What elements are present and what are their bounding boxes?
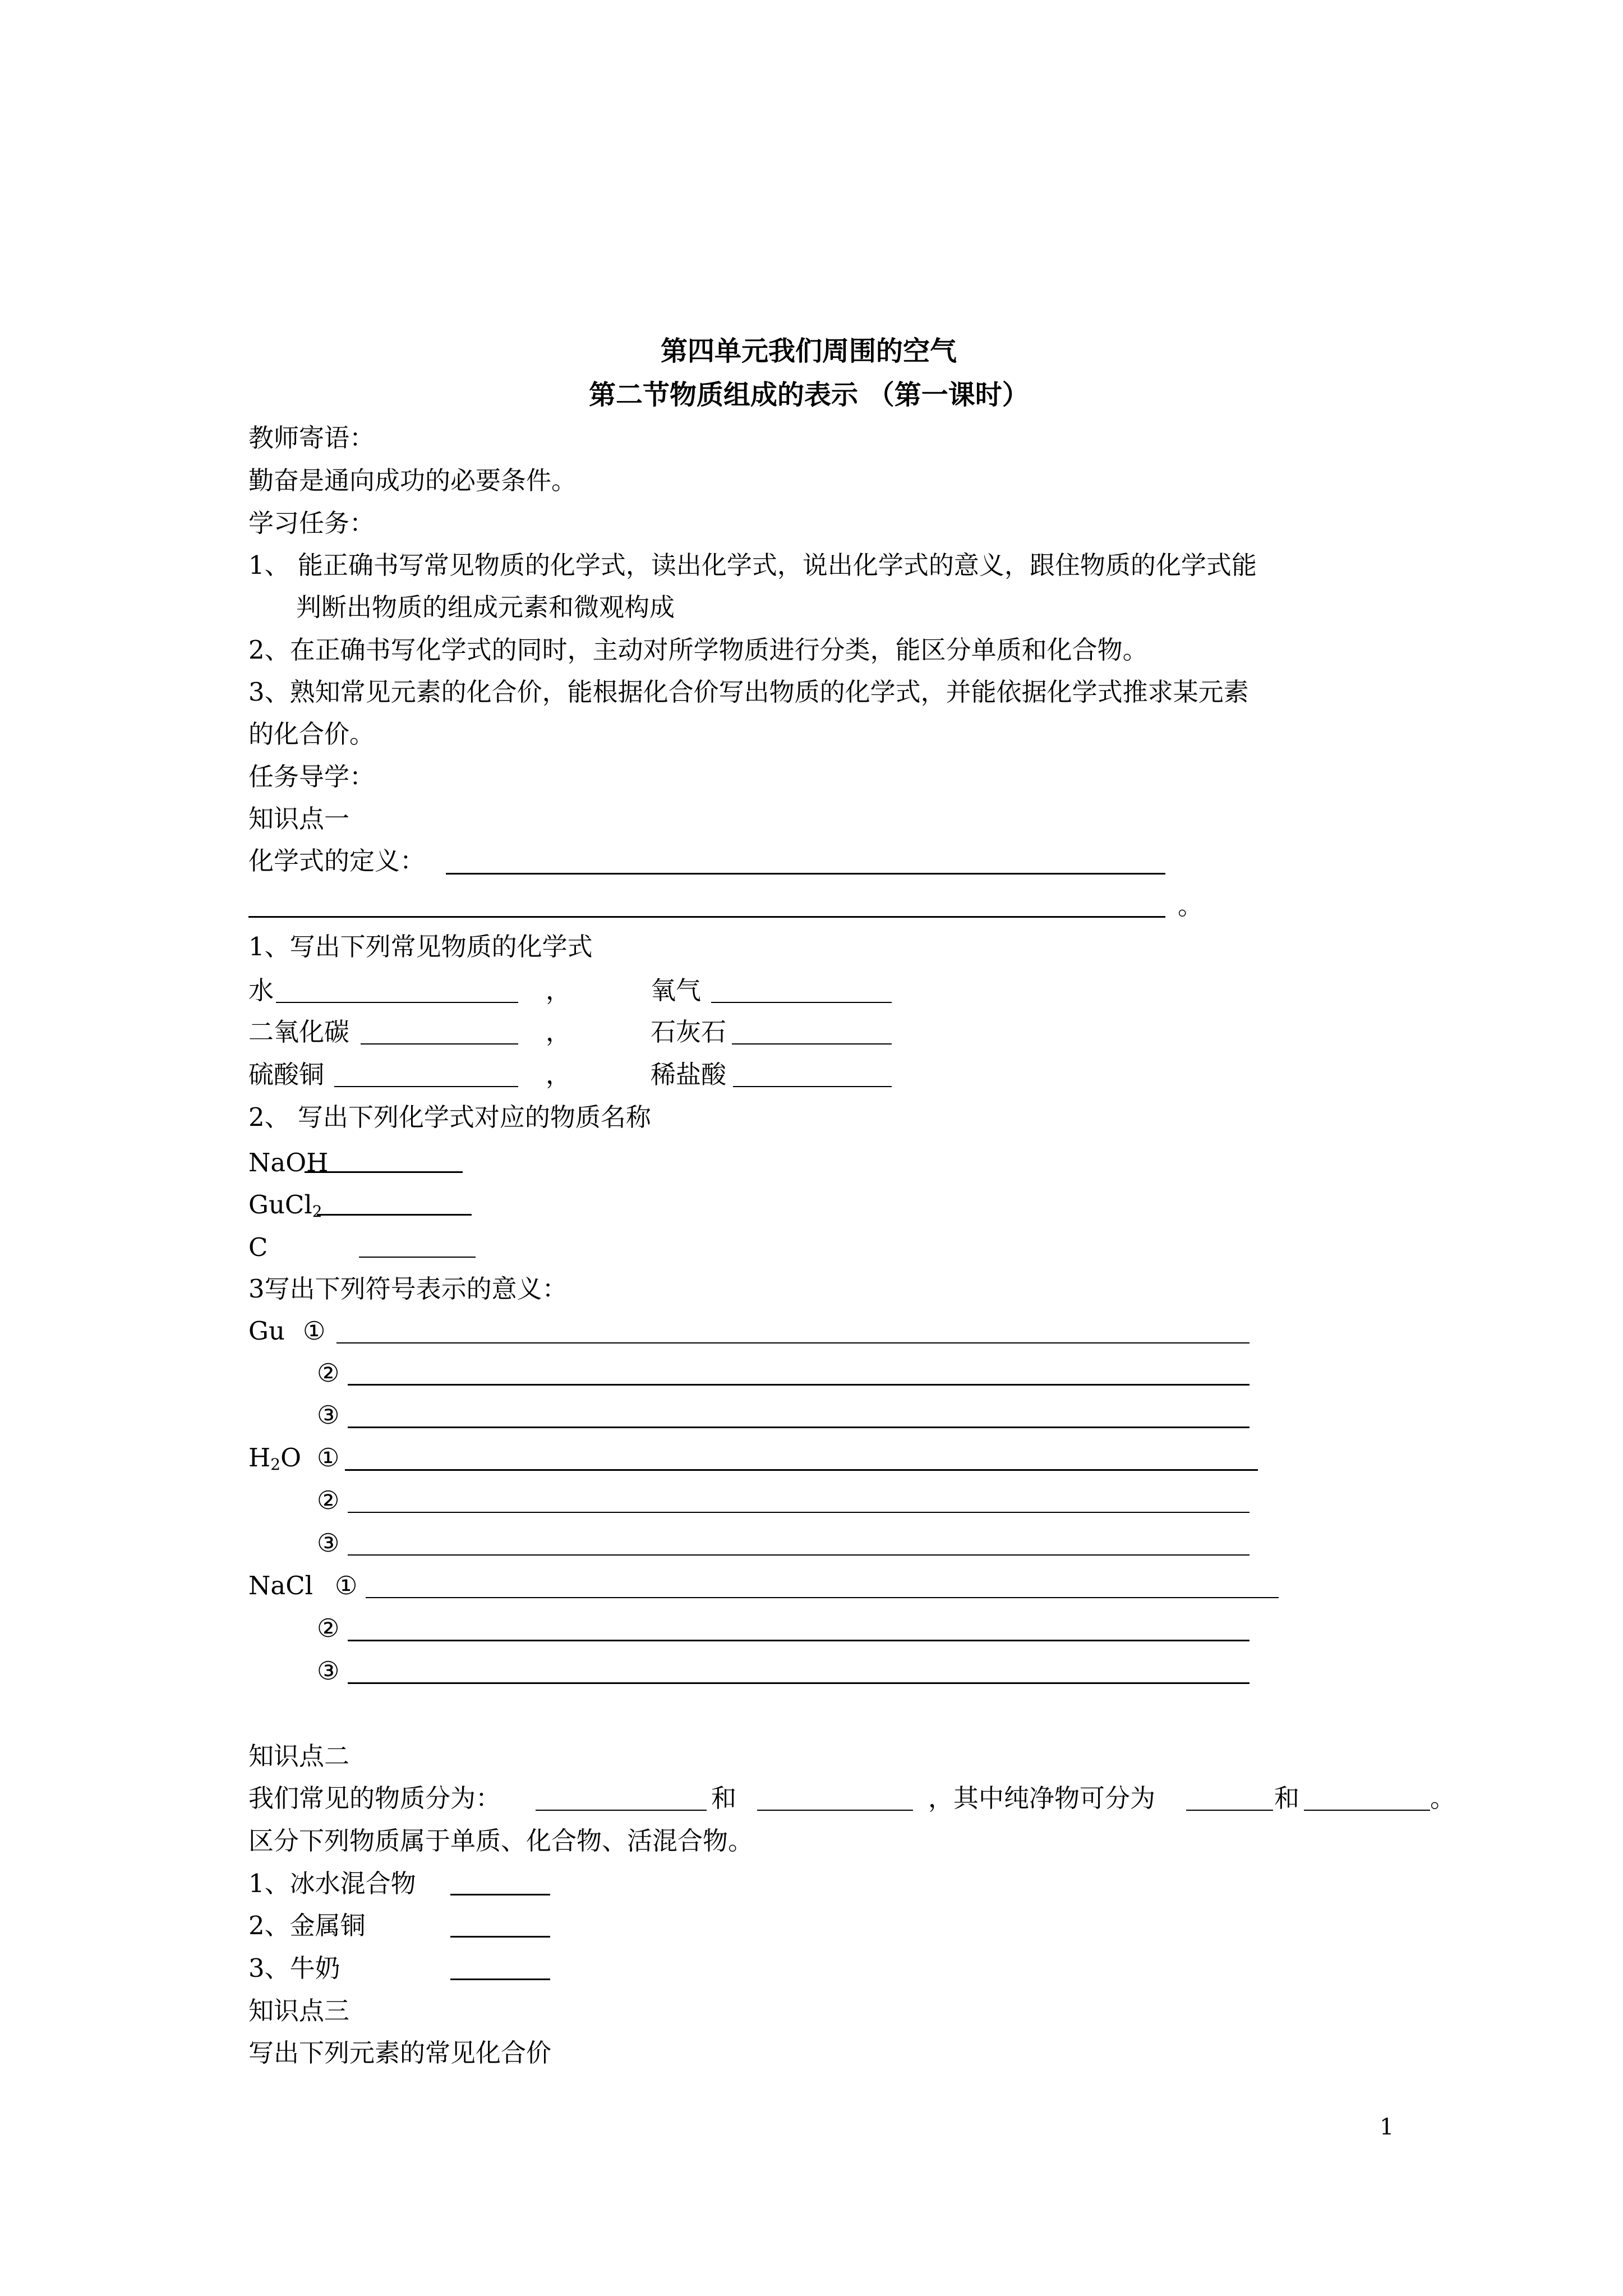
guide-label: 任务导学：: [248, 762, 375, 792]
q1-cuso4-label: 硫酸铜: [248, 1060, 325, 1089]
kp2-line1-b: 和: [711, 1783, 737, 1813]
kp2-heading: 知识点二: [248, 1741, 350, 1771]
q1-hcl-blank[interactable]: [733, 1086, 892, 1087]
q2-c-label: C: [248, 1232, 268, 1262]
kp3-text: 写出下列元素的常见化合价: [248, 2038, 552, 2068]
q3-h2o-h: H: [248, 1443, 271, 1473]
q1-co2-blank[interactable]: [361, 1043, 518, 1045]
q1-sep-2: ，: [546, 1017, 571, 1047]
kp3-heading: 知识点三: [248, 1996, 350, 2026]
q2-gucl2-blank[interactable]: [317, 1214, 472, 1216]
task-3-line-2: 的化合价。: [248, 719, 375, 749]
q3-nacl-blank-2[interactable]: [348, 1640, 1249, 1641]
q3-h2o-blank-2[interactable]: [348, 1512, 1249, 1513]
kp2-item-2: 2、金属铜: [248, 1911, 366, 1940]
definition-blank-2[interactable]: [248, 916, 1165, 918]
q3-h2o-blank-1[interactable]: [345, 1469, 1258, 1471]
q2-title: 2、 写出下列化学式对应的物质名称: [248, 1102, 651, 1132]
q1-water-label: 水: [248, 976, 274, 1005]
kp2-item-1-blank[interactable]: [450, 1894, 550, 1895]
definition-blank-1[interactable]: [446, 873, 1165, 875]
q3-h2o-mark-1: ①: [317, 1443, 340, 1473]
kp2-item-3: 3、牛奶: [248, 1953, 340, 1983]
kp2-blank-2[interactable]: [757, 1810, 913, 1811]
q3-gu-mark-1: ①: [303, 1316, 326, 1346]
kp1-heading: 知识点一: [248, 804, 350, 834]
teacher-note-text: 勤奋是通向成功的必要条件。: [248, 466, 577, 495]
q3-gu-blank-2[interactable]: [348, 1384, 1249, 1386]
q1-hcl-label: 稀盐酸: [651, 1060, 727, 1089]
q3-h2o-mark-3: ③: [317, 1528, 340, 1558]
q2-gucl2-label: [248, 1192, 322, 1220]
unit-title: 第四单元我们周围的空气: [661, 335, 957, 367]
q3-nacl-blank-3[interactable]: [348, 1682, 1249, 1684]
q3-nacl-mark-1: ①: [335, 1571, 358, 1600]
tasks-label: 学习任务：: [248, 508, 375, 538]
q3-title: 3写出下列符号表示的意义：: [248, 1274, 568, 1304]
kp2-blank-1[interactable]: [536, 1810, 707, 1811]
definition-label: 化学式的定义：: [248, 846, 426, 876]
q2-naoh-blank[interactable]: [305, 1171, 463, 1173]
page-number: 1: [1380, 2114, 1394, 2140]
q3-nacl-mark-3: ③: [317, 1656, 340, 1686]
q1-limestone-blank[interactable]: [732, 1043, 892, 1045]
q3-gu-mark-2: ②: [317, 1358, 340, 1388]
q2-naoh-label: NaOH: [248, 1148, 329, 1177]
task-1-line-2: 判断出物质的组成元素和微观构成: [296, 592, 675, 622]
q1-co2-label: 二氧化碳: [248, 1017, 350, 1047]
q3-nacl-mark-2: ②: [317, 1613, 340, 1643]
q3-h2o-blank-3[interactable]: [348, 1554, 1249, 1556]
kp2-blank-4[interactable]: [1304, 1810, 1430, 1811]
q3-h2o-mark-2: ②: [317, 1485, 340, 1515]
q2-c-blank[interactable]: [359, 1257, 476, 1258]
q3-gu-symbol: Gu: [248, 1316, 285, 1346]
q3-h2o-subscript: 2: [270, 1455, 281, 1474]
kp2-item-2-blank[interactable]: [450, 1936, 550, 1938]
q1-sep-3: ，: [546, 1060, 571, 1089]
task-2: 2、在正确书写化学式的同时，主动对所学物质进行分类，能区分单质和化合物。: [248, 635, 1148, 665]
kp2-line1-c: ，其中纯净物可分为: [928, 1783, 1156, 1813]
section-title: 第二节物质组成的表示 （第一课时）: [589, 379, 1029, 411]
kp2-item-3-blank[interactable]: [450, 1978, 550, 1980]
task-3-line-1: 3、熟知常见元素的化合价，能根据化合价写出物质的化学式，并能依据化学式推求某元素: [248, 677, 1249, 707]
q1-water-blank[interactable]: [276, 1002, 518, 1003]
teacher-note-label: 教师寄语：: [248, 423, 375, 453]
kp2-line1-a: 我们常见的物质分为：: [248, 1783, 501, 1813]
q3-h2o-o: O: [280, 1443, 301, 1473]
q1-limestone-label: 石灰石: [651, 1017, 727, 1047]
definition-end-period: 。: [1178, 891, 1204, 921]
q3-gu-mark-3: ③: [317, 1400, 340, 1430]
q1-cuso4-blank[interactable]: [334, 1086, 518, 1087]
q3-nacl-symbol: NaCl: [248, 1571, 313, 1600]
kp2-item-1: 1、冰水混合物: [248, 1869, 416, 1898]
kp2-line1-d: 和: [1274, 1783, 1300, 1813]
q3-gu-blank-1[interactable]: [336, 1342, 1249, 1343]
q1-title: 1、写出下列常见物质的化学式: [248, 932, 593, 961]
q1-oxygen-blank[interactable]: [711, 1002, 892, 1003]
q3-h2o-symbol: [248, 1445, 301, 1473]
q3-nacl-blank-1[interactable]: [366, 1597, 1279, 1598]
kp2-blank-3[interactable]: [1186, 1810, 1273, 1811]
q2-gucl2-text: GuCl: [248, 1190, 312, 1220]
q1-sep-1: ，: [546, 976, 571, 1005]
q1-oxygen-label: 氧气: [651, 976, 702, 1005]
kp2-classify: 区分下列物质属于单质、化合物、活混合物。: [248, 1826, 754, 1856]
q3-gu-blank-3[interactable]: [348, 1427, 1249, 1428]
kp2-line1-e: 。: [1430, 1783, 1456, 1813]
task-1-line-1: 1、 能正确书写常见物质的化学式，读出化学式，说出化学式的意义，跟住物质的化学式能: [248, 550, 1257, 580]
q2-gucl2-subscript: 2: [312, 1202, 322, 1221]
